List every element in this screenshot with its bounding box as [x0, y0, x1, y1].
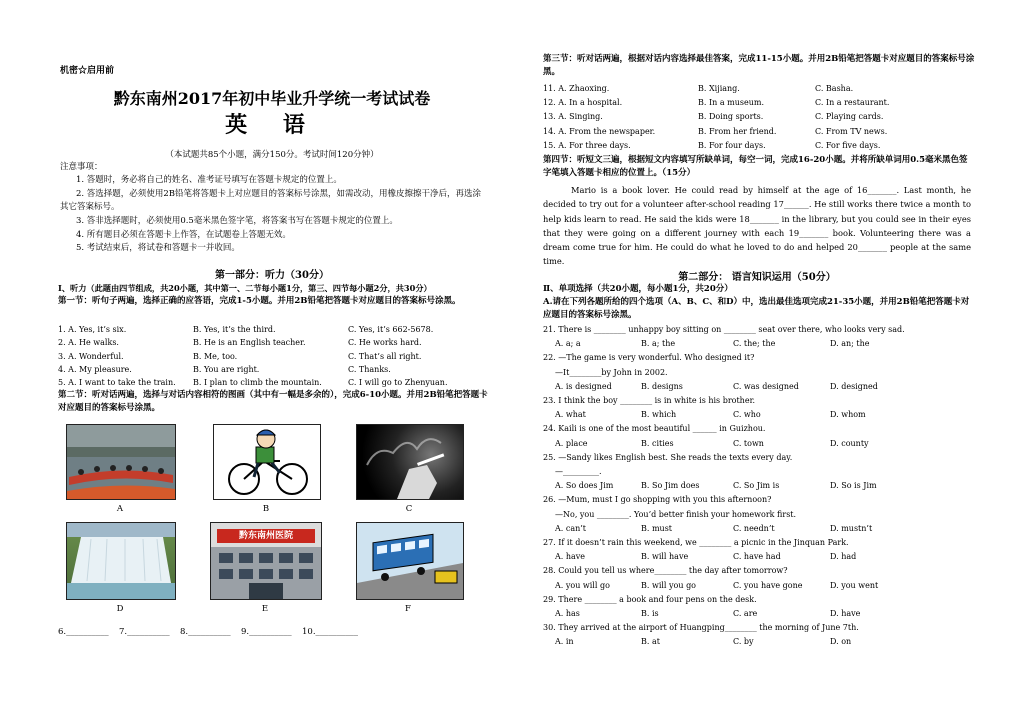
answer-option: C. I will go to Zhenyuan.	[348, 378, 448, 388]
answer-option: C. For five days.	[815, 140, 881, 150]
question-stem: 26. —Mum, must I go shopping with you this afternoon?	[543, 495, 772, 505]
answer-option: B. which	[641, 410, 677, 420]
answer-option: A. a; a	[555, 339, 581, 349]
answer-option: 2. A. He walks.	[58, 338, 119, 348]
picture-e-hospital	[210, 522, 322, 600]
part1-title: 第一部分：听力（30分）	[215, 270, 329, 281]
note-item: 2. 答选择题，必须使用2B铅笔将答题卡上对应题目的答案标号涂黑，如需改动，用橡皮擦擦干净后，再选涂其它答案标号。	[60, 189, 481, 212]
answer-blank-9[interactable]: 9.__________	[241, 627, 292, 637]
answer-option: C. by	[733, 637, 754, 647]
answer-option: C. That’s all right.	[348, 351, 422, 361]
answer-option: 15. A. For three days.	[543, 140, 631, 150]
answer-option: D. mustn’t	[830, 523, 873, 533]
answer-option: C. Thanks.	[348, 364, 391, 374]
section4-instructions: 第四节：听短文三遍，根据短文内容填写所缺单词，每空一词，完成16-20小题。并将所缺单词用0.5毫米黑色签字笔填入答题卡相应的位置上。（15分）	[543, 155, 968, 178]
answer-option: D. you went	[830, 580, 879, 590]
answer-option: B. He is an English teacher.	[193, 338, 306, 348]
picture-f-bus-traffic	[356, 522, 464, 600]
picture-c-smoking	[356, 424, 464, 500]
picture-b-boy-riding-bike	[213, 424, 321, 500]
hospital-sign: 黔东南州医院	[217, 529, 315, 543]
question-stem: 21. There is ________ unhappy boy sitting on ________ seat over there, who looks very sad.	[543, 325, 905, 334]
picture-label-b: B	[262, 504, 270, 514]
answer-option: 5. A. I want to take the train.	[58, 378, 176, 388]
question-stem: 28. Could you tell us where________ the day after tomorrow?	[543, 566, 788, 576]
answer-option: A. what	[555, 410, 586, 420]
answer-option: C. From TV news.	[815, 126, 888, 136]
answer-option: B. Xijiang.	[698, 84, 740, 93]
answer-option: B. at	[641, 637, 660, 647]
answer-option: C. So Jim is	[733, 481, 780, 491]
answer-blank-7[interactable]: 7.__________	[119, 627, 170, 637]
exam-title: 黔东南州2017年初中毕业升学统一考试试卷	[113, 89, 431, 108]
answer-option: B. will have	[641, 552, 689, 562]
confidential-label: 机密☆启用前	[60, 66, 115, 76]
answer-option: B. I plan to climb the mountain.	[193, 378, 322, 388]
answer-option: B. So Jim does	[641, 481, 700, 491]
question-stem: —_________.	[555, 467, 602, 476]
picture-label-a: A	[116, 504, 124, 514]
answer-option: C. In a restaurant.	[815, 98, 890, 108]
answer-option: D. whom	[830, 410, 866, 420]
answer-option: D. an; the	[830, 339, 870, 349]
note-item: 3. 答非选择题时，必须使用0.5毫米黑色签字笔，将答案书写在答题卡规定的位置上。	[76, 216, 398, 226]
answer-option: 4. A. My pleasure.	[58, 364, 132, 374]
answer-option: B. cities	[641, 438, 674, 448]
exam-info: （本试题共85个小题，满分150分。考试时间120分钟）	[165, 150, 379, 160]
answer-option: A. has	[555, 609, 580, 618]
answer-option: B. a; the	[641, 339, 676, 349]
answer-option: D. have	[830, 609, 861, 618]
answer-option: B. will you go	[641, 580, 696, 590]
picture-label-c: C	[405, 504, 413, 514]
answer-option: B. Me, too.	[193, 351, 238, 361]
answer-option: A. have	[555, 552, 586, 562]
answer-option: 12. A. In a hospital.	[543, 98, 623, 108]
answer-option: A. place	[555, 438, 588, 448]
answer-option: C. have had	[733, 552, 781, 562]
answer-blank-10[interactable]: 10.__________	[302, 627, 359, 637]
answer-option: D. county	[830, 438, 869, 448]
part2-title: 第二部分： 语言知识运用（50分）	[678, 272, 836, 283]
answer-option: C. you have gone	[733, 580, 803, 590]
answer-option: D. designed	[830, 381, 878, 391]
answer-option: C. was designed	[733, 381, 799, 391]
single-choice-instructions: A.请在下列各题所给的四个选项（A、B、C、和D）中，选出最佳选项完成21-35小题，并用2B铅笔把答题卡对应题目的答案标号涂黑。	[543, 297, 970, 320]
answer-option: C. Basha.	[815, 84, 854, 93]
answer-option: A. can’t	[555, 523, 587, 533]
listening-passage: Mario is a book lover. He could read by himself at the age of 16_______. Last month, he decided to try out for a volunteer after-school reading 17______. He still works there twice a month to help kids learn to read. He said the kids were 18_______ in the library, but you could see in their eyes that they were going on a different journey with each 19_______ book. Volunteering there was a dream come true for him. He could do what he loved to do and helped 20_______ people at the same time.	[543, 185, 971, 267]
answer-option: C. Yes, it’s 662-5678.	[348, 325, 434, 334]
answer-option: B. In a museum.	[698, 98, 764, 108]
answer-option: 3. A. Wonderful.	[58, 351, 124, 361]
answer-option: C. needn’t	[733, 523, 775, 533]
picture-a-dragon-boat	[66, 424, 176, 500]
question-stem: 23. I think the boy ________ is in white is his brother.	[543, 396, 756, 405]
answer-option: A. is designed	[555, 381, 612, 391]
answer-option: A. in	[555, 637, 574, 647]
answer-option: C. who	[733, 410, 761, 420]
answer-blank-6[interactable]: 6.__________	[58, 627, 109, 637]
note-item: 1. 答题时，务必将自己的姓名、准考证号填写在答题卡规定的位置上。	[76, 175, 342, 185]
answer-option: D. So is Jim	[830, 481, 877, 491]
waterfall-icon	[67, 523, 175, 599]
answer-option: C. Playing cards.	[815, 112, 884, 122]
question-stem: 24. Kaili is one of the most beautiful ______ in Guizhou.	[543, 424, 766, 434]
answer-option: B. Yes, it’s the third.	[193, 325, 276, 334]
section2-instructions: 第二节：听对话两遍，选择与对话内容相符的图画（其中有一幅是多余的），完成6-10小题。并用2B铅笔把答题卡对应题目的答案标号涂黑。	[58, 390, 488, 413]
answer-option: B. From her friend.	[698, 126, 777, 136]
answer-blank-8[interactable]: 8.__________	[180, 627, 231, 637]
bicycle-icon	[214, 425, 320, 499]
question-stem: 27. If it doesn’t rain this weekend, we ________ a picnic in the Jinquan Park.	[543, 538, 849, 547]
section3-instructions: 第三节：听对话两遍，根据对话内容选择最佳答案，完成11-15小题。并用2B铅笔把答题卡对应题目的答案标号涂黑。	[543, 54, 975, 77]
answer-option: C. are	[733, 609, 758, 618]
answer-option: B. must	[641, 523, 673, 533]
single-choice-title: Ⅱ、单项选择（共20小题，每小题1分，共20分）	[543, 284, 733, 294]
notes-title: 注意事项：	[60, 162, 103, 172]
question-stem: —No, you ________. You’d better finish your homework first.	[555, 509, 797, 519]
cigarette-icon	[357, 425, 463, 499]
answer-option: 11. A. Zhaoxing.	[543, 84, 610, 93]
dragon-boat-icon	[67, 425, 175, 499]
answer-option: C. He works hard.	[348, 338, 422, 348]
answer-option: 14. A. From the newspaper.	[543, 126, 656, 136]
answer-option: 13. A. Singing.	[543, 112, 603, 122]
question-stem: 22. —The game is very wonderful. Who designed it?	[543, 353, 755, 363]
note-item: 4. 所有题目必须在答题卡上作答，在试题卷上答题无效。	[76, 230, 291, 240]
picture-label-e: E	[261, 604, 269, 614]
question-stem: 25. —Sandy likes English best. She reads the texts every day.	[543, 452, 793, 462]
note-item: 5. 考试结束后，将试卷和答题卡一并收回。	[76, 243, 240, 253]
picture-d-waterfall	[66, 522, 176, 600]
question-stem: —It________by John in 2002.	[555, 367, 668, 377]
answer-option: B. Doing sports.	[698, 112, 764, 122]
answer-option: B. For four days.	[698, 140, 766, 150]
answer-option: C. town	[733, 438, 764, 448]
answer-option: B. is	[641, 609, 659, 618]
answer-option: C. the; the	[733, 339, 776, 349]
bus-icon	[357, 523, 463, 599]
answer-option: B. You are right.	[193, 364, 260, 374]
section1-instructions: 第一节：听句子两遍，选择正确的应答语，完成1-5小题。并用2B铅笔把答题卡对应题目的答案标号涂黑。	[58, 296, 461, 306]
answer-option: D. on	[830, 637, 852, 647]
question-stem: 29. There ________ a book and four pens on the desk.	[543, 594, 757, 604]
answer-option: B. designs	[641, 381, 683, 391]
building-icon	[211, 523, 321, 599]
picture-label-f: F	[405, 604, 411, 614]
answer-option: A. So does Jim	[555, 481, 614, 491]
subject-title: 英 语	[225, 112, 319, 138]
answer-option: A. you will go	[555, 580, 610, 590]
listening-intro: Ⅰ、听力（此题由四节组成，共20小题，其中第一、二节每小题1分，第三、四节每小题2分，共30分）	[58, 283, 432, 293]
answer-option: 1. A. Yes, it’s six.	[58, 325, 127, 334]
question-stem: 30. They arrived at the airport of Huangping________ the morning of June 7th.	[543, 623, 859, 633]
picture-label-d: D	[116, 604, 124, 614]
answer-option: D. had	[830, 552, 857, 562]
